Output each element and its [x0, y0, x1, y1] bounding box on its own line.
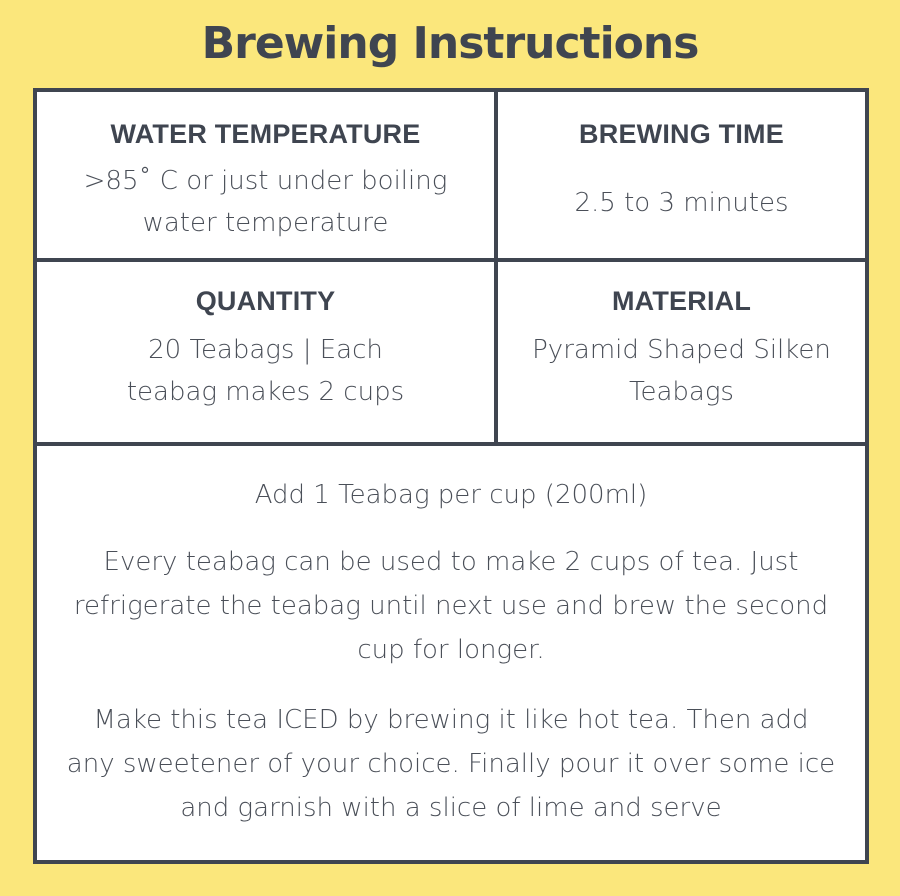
- quantity-cell: [37, 262, 494, 442]
- water-temperature-text: >85˚ C or just under boiling water temperature: [83, 166, 448, 238]
- water-temperature-cell: [37, 92, 494, 258]
- per-cup-note: Add 1 Teabag per cup (200ml): [254, 480, 648, 510]
- page-title: Brewing Instructions: [201, 18, 699, 69]
- material-cell: [498, 262, 865, 442]
- notes-section: [37, 446, 865, 830]
- material-heading: MATERIAL: [611, 286, 752, 316]
- instructions-card: [33, 88, 869, 864]
- water-temperature-heading: WATER TEMPERATURE: [110, 119, 421, 149]
- brewing-time-heading: BREWING TIME: [579, 119, 784, 149]
- iced-tea-note: Make this tea ICED by brewing it like hot tea. Then add any sweetener of your choice. Finally pour it over some ice and garnish with a slice of lime and serve: [66, 705, 836, 823]
- brewing-time-text: 2.5 to 3 minutes: [574, 188, 789, 218]
- quantity-text: 20 Teabags | Each teabag makes 2 cups: [126, 335, 405, 407]
- material-text: Pyramid Shaped Silken Teabags: [532, 335, 831, 407]
- quantity-heading: QUANTITY: [195, 286, 336, 316]
- reuse-note: Every teabag can be used to make 2 cups of tea. Just refrigerate the teabag until next use and brew the second cup for longer.: [73, 547, 829, 665]
- brewing-time-cell: [498, 92, 865, 258]
